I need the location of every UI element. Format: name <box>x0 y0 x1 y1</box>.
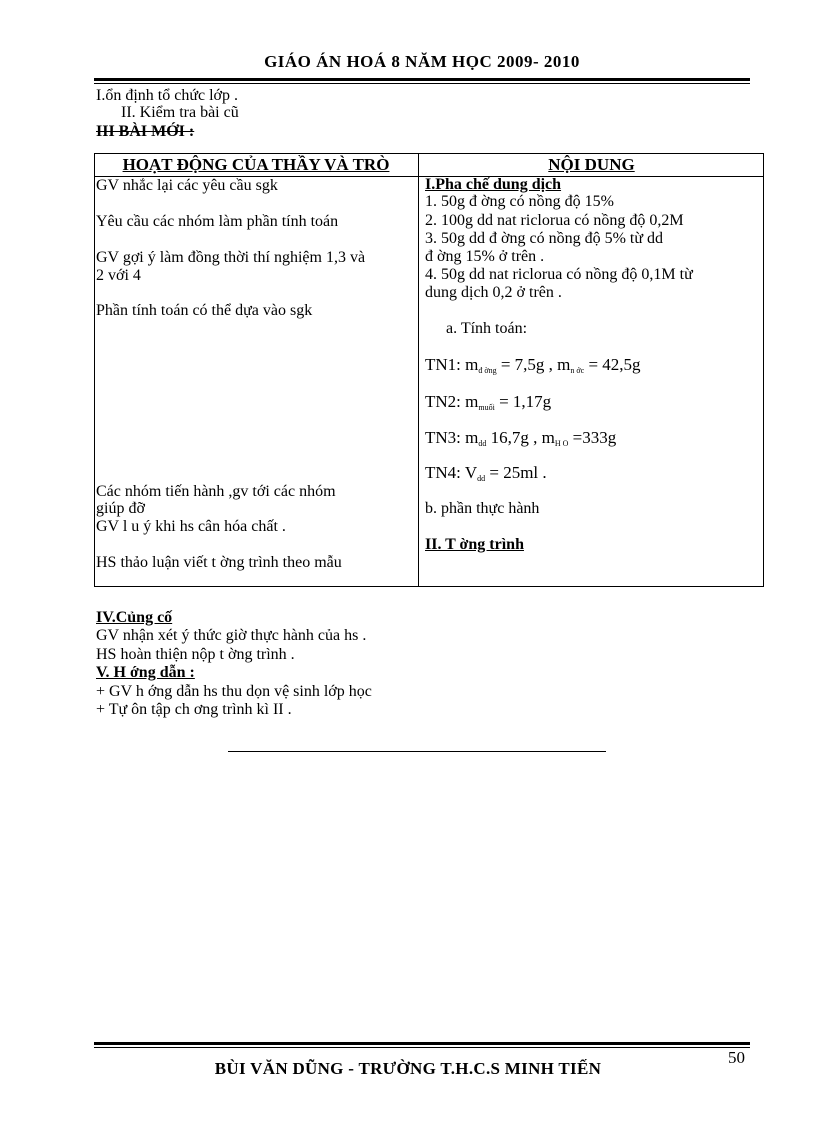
section-v-line-2: + Tự ôn tập ch ơng trình kì II . <box>96 701 292 718</box>
table-column-divider <box>418 153 419 587</box>
right-item-4b: dung dịch 0,2 ở trên . <box>425 284 562 301</box>
right-tn2: TN2: $m_{muối} = 1,17g$ <box>425 392 552 412</box>
header-rule-thick <box>94 78 750 81</box>
right-tn3: TN3: $m_{dd}$ 16,7g , $m_{H O} =333g$ <box>425 428 617 448</box>
left-line-3b: 2 với 4 <box>96 267 141 284</box>
left-line-7: HS thảo luận viết t ờng trình theo mẫu <box>96 554 342 571</box>
right-tn4: TN4: $V_{dd} = 25ml$ . <box>425 463 547 483</box>
footer-rule-thin <box>94 1047 750 1048</box>
right-step-a: a. Tính toán: <box>446 320 528 337</box>
table-header-right: NỘI DUNG <box>548 155 635 174</box>
header-title: GIÁO ÁN HOÁ 8 NĂM HỌC 2009- 2010 <box>264 52 580 70</box>
left-line-1: GV nhắc lại các yêu cầu sgk <box>96 177 278 194</box>
right-item-3a: 3. 50g dd đ ờng có nồng độ 5% từ dd <box>425 230 664 247</box>
right-item-3b: đ ờng 15% ở trên . <box>425 248 545 265</box>
footer-author: BÙI VĂN DŨNG - TRƯỜNG T.H.C.S MINH TIẾN <box>214 1059 602 1074</box>
left-line-2: Yêu cầu các nhóm làm phần tính toán <box>96 213 339 230</box>
footer-rule-thick <box>94 1042 750 1045</box>
page-number: 50 <box>728 1048 745 1067</box>
right-section-title: I.Pha chế dung dịch <box>425 176 562 193</box>
right-item-1: 1. 50g đ ờng có nồng độ 15% <box>425 193 614 210</box>
right-item-2: 2. 100g dd nat riclorua có nồng độ 0,2M <box>425 212 684 229</box>
section-iv-line-1: GV nhận xét ý thức giờ thực hành của hs . <box>96 627 367 644</box>
left-line-6: GV l u ý khi hs cân hóa chất . <box>96 518 286 535</box>
left-line-5b: giúp đỡ <box>96 500 145 517</box>
section-v-title: V. H ớng dẫn : <box>96 664 195 681</box>
right-step-b: b. phần thực hành <box>425 500 540 517</box>
intro-line-3: III BÀI MỚI : <box>96 123 195 140</box>
section-v-line-1: + GV h ớng dẫn hs thu dọn vệ sinh lớp học <box>96 683 372 700</box>
right-item-4a: 4. 50g dd nat riclorua có nồng độ 0,1M từ <box>425 266 693 283</box>
intro-line-1: I.ổn định tổ chức lớp . <box>96 87 238 104</box>
left-line-4: Phần tính toán có thể dựa vào sgk <box>96 302 313 319</box>
right-section-ii: II. T ờng trình <box>425 536 524 553</box>
right-tn1: TN1: $m_{đ ờng} = 7,5g$ , $m_{n ớc} = 42,5g$ <box>425 355 641 375</box>
header-rule-thin <box>94 83 750 84</box>
intro-line-2: II. Kiểm tra bài cũ <box>121 104 239 121</box>
section-iv-line-2: HS hoàn thiện nộp t ờng trình . <box>96 646 295 663</box>
table-header-left: HOẠT ĐỘNG CỦA THẦY VÀ TRÒ <box>122 155 390 174</box>
section-iv-title: IV.Củng cố <box>96 609 173 626</box>
left-line-5a: Các nhóm tiến hành ,gv tới các nhóm <box>96 483 336 500</box>
left-line-3a: GV gợi ý làm đồng thời thí nghiệm 1,3 và <box>96 249 366 266</box>
separator-line <box>228 751 606 752</box>
